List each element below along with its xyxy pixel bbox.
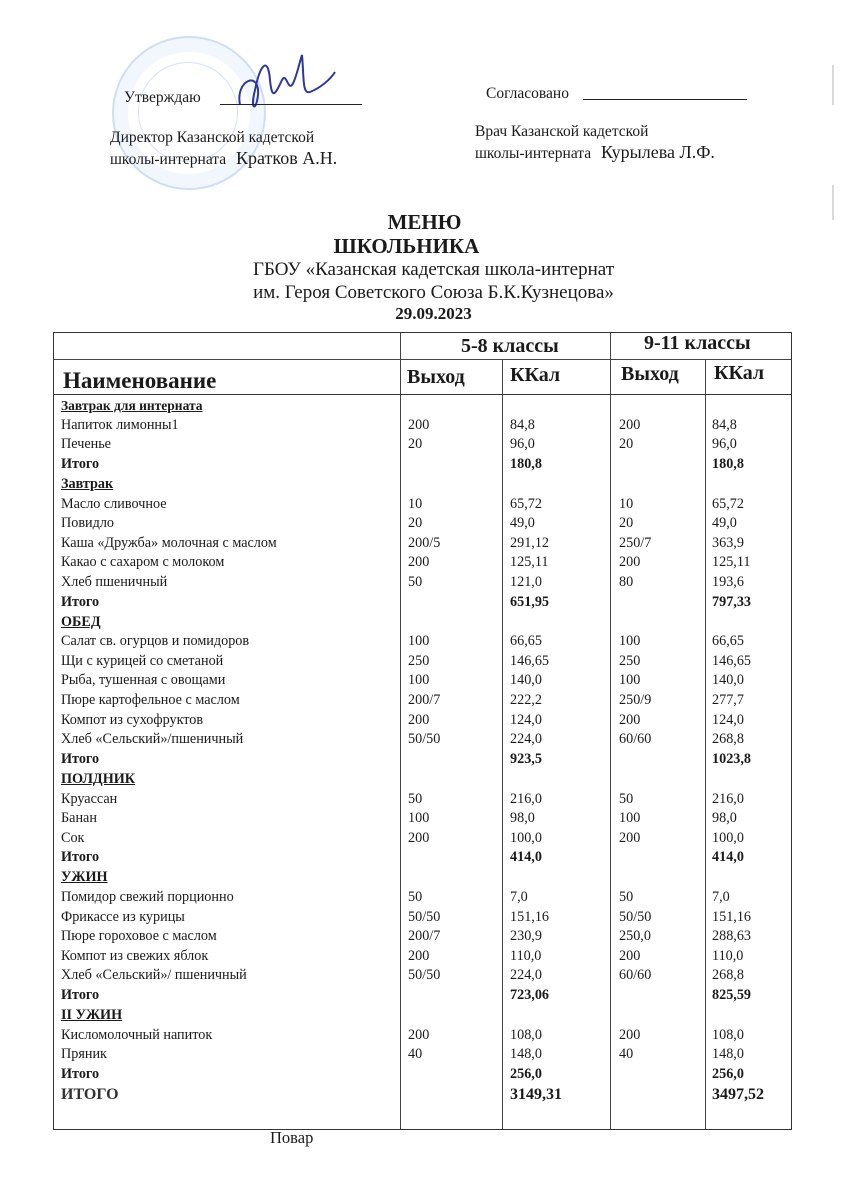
subtotal-row — [54, 455, 791, 475]
kcal-5-8: 651,95 — [510, 593, 550, 610]
dish-name: II УЖИН — [61, 1007, 123, 1024]
menu-item-row — [54, 691, 791, 711]
menu-section-row — [54, 868, 791, 888]
dish-name: Итого — [61, 1065, 100, 1082]
dish-name: ПОЛДНИК — [61, 770, 136, 787]
column-header-row — [54, 360, 791, 395]
kcal-5-8: 146,65 — [510, 652, 550, 669]
column-header-name: Наименование — [63, 368, 217, 393]
menu-section-row — [54, 770, 791, 790]
column-header-yield-2: Выход — [621, 363, 679, 385]
yield-9-11: 50 — [619, 889, 634, 905]
kcal-5-8: 723,06 — [510, 987, 550, 1003]
approve-signature-line — [220, 104, 362, 105]
menu-item-row — [54, 711, 791, 731]
kcal-5-8: 108,0 — [510, 1026, 542, 1043]
agreed-school-line — [475, 142, 715, 164]
kcal-9-11: 146,65 — [712, 652, 752, 669]
dish-name: Компот из сухофруктов — [61, 711, 204, 728]
kcal-5-8: 125,11 — [510, 554, 549, 571]
page-title — [0, 210, 849, 324]
dish-name: Компот из свежих яблок — [61, 947, 209, 964]
kcal-9-11: 124,0 — [712, 711, 744, 728]
menu-date: 29.09.2023 — [395, 304, 472, 323]
kcal-9-11: 66,65 — [712, 633, 744, 650]
menu-item-row — [54, 553, 791, 573]
yield-9-11: 50 — [619, 790, 634, 807]
scan-artifact — [832, 65, 834, 105]
kcal-9-11: 84,8 — [712, 416, 737, 433]
title-line-2: ШКОЛЬНИКА — [333, 234, 480, 258]
dish-name: Банан — [61, 810, 97, 827]
kcal-5-8: 222,2 — [510, 692, 542, 708]
kcal-5-8: 124,0 — [510, 711, 542, 728]
kcal-9-11: 268,8 — [712, 731, 744, 748]
menu-item-row — [54, 534, 791, 554]
kcal-9-11: 151,16 — [712, 908, 752, 925]
kcal-5-8: 180,8 — [510, 455, 542, 472]
yield-5-8: 20 — [408, 515, 423, 532]
subtotal-row — [54, 1065, 791, 1085]
kcal-5-8: 291,12 — [510, 534, 550, 551]
kcal-9-11: 825,59 — [712, 987, 752, 1003]
yield-5-8: 50/50 — [408, 731, 441, 748]
yield-5-8: 50 — [408, 790, 423, 807]
dish-name: Пюре картофельное с маслом — [61, 692, 240, 708]
kcal-9-11: 7,0 — [712, 889, 730, 905]
dish-name: Масло сливочное — [61, 495, 167, 512]
subtotal-row — [54, 986, 791, 1006]
menu-item-row — [54, 435, 791, 455]
dish-name: Завтрак для интерната — [61, 398, 203, 413]
agreed-label: Согласовано — [486, 85, 569, 102]
menu-item-row — [54, 730, 791, 750]
kcal-9-11: 125,11 — [712, 554, 751, 571]
doctor-name: Курылева Л.Ф. — [601, 142, 715, 162]
menu-section-row — [54, 613, 791, 633]
menu-table — [53, 332, 792, 1130]
menu-item-row — [54, 829, 791, 849]
dish-name: Напиток лимонны1 — [61, 416, 179, 433]
dish-name: Помидор свежий порционно — [61, 889, 234, 905]
menu-item-row — [54, 671, 791, 691]
kcal-9-11: 216,0 — [712, 790, 744, 807]
yield-5-8: 200 — [408, 947, 430, 964]
approve-director-line: Директор Казанской кадетской — [110, 129, 315, 146]
column-header-yield-1: Выход — [407, 366, 465, 388]
kcal-5-8: 65,72 — [510, 495, 542, 512]
kcal-5-8: 923,5 — [510, 750, 542, 767]
dish-name: Сок — [61, 829, 85, 846]
menu-item-row — [54, 790, 791, 810]
yield-9-11: 10 — [619, 495, 634, 512]
kcal-9-11: 180,8 — [712, 455, 744, 472]
dish-name: Кисломолочный напиток — [61, 1026, 213, 1043]
yield-9-11: 200 — [619, 829, 641, 846]
menu-item-row — [54, 809, 791, 829]
dish-name: Повидло — [61, 515, 115, 532]
yield-9-11: 250 — [619, 652, 641, 669]
kcal-5-8: 100,0 — [510, 829, 542, 846]
kcal-9-11: 98,0 — [712, 810, 737, 827]
yield-9-11: 100 — [619, 672, 641, 689]
yield-9-11: 50/50 — [619, 908, 652, 925]
kcal-5-8: 98,0 — [510, 810, 535, 827]
yield-5-8: 100 — [408, 633, 430, 650]
column-header-kcal-1: ККал — [510, 364, 561, 386]
yield-9-11: 250,0 — [619, 928, 651, 945]
kcal-5-8: 3149,31 — [510, 1085, 562, 1103]
menu-item-row — [54, 1045, 791, 1065]
kcal-9-11: 256,0 — [712, 1065, 744, 1082]
yield-5-8: 10 — [408, 495, 423, 512]
menu-section-row — [54, 1006, 791, 1026]
yield-5-8: 20 — [408, 436, 423, 453]
menu-item-row — [54, 947, 791, 967]
kcal-5-8: 224,0 — [510, 967, 542, 984]
yield-9-11: 100 — [619, 810, 641, 827]
kcal-5-8: 49,0 — [510, 515, 535, 532]
scan-artifact — [832, 185, 834, 220]
group-header-5-8: 5-8 классы — [461, 335, 559, 357]
kcal-5-8: 151,16 — [510, 908, 550, 925]
yield-9-11: 200 — [619, 554, 641, 571]
org-line-1: ГБОУ «Казанская кадетская школа-интернат — [252, 259, 615, 280]
dish-name: Рыба, тушенная с овощами — [61, 672, 226, 689]
yield-9-11: 250/7 — [619, 534, 652, 551]
group-header-row — [54, 333, 791, 360]
kcal-5-8: 256,0 — [510, 1065, 542, 1082]
kcal-9-11: 108,0 — [712, 1026, 744, 1043]
menu-item-row — [54, 908, 791, 928]
kcal-5-8: 66,65 — [510, 633, 542, 650]
menu-item-row — [54, 1026, 791, 1046]
yield-9-11: 200 — [619, 711, 641, 728]
kcal-5-8: 96,0 — [510, 436, 535, 453]
yield-9-11: 250/9 — [619, 692, 652, 708]
kcal-9-11: 148,0 — [712, 1046, 744, 1063]
dish-name: Итого — [61, 849, 100, 866]
yield-5-8: 40 — [408, 1046, 423, 1063]
yield-9-11: 200 — [619, 947, 641, 964]
yield-5-8: 50 — [408, 573, 423, 590]
dish-name: Каша «Дружба» молочная с маслом — [61, 534, 277, 551]
kcal-9-11: 797,33 — [712, 593, 752, 610]
cook-signature-label: Повар — [270, 1128, 314, 1147]
menu-item-row — [54, 514, 791, 534]
yield-5-8: 250 — [408, 652, 430, 669]
kcal-5-8: 121,0 — [510, 573, 542, 590]
menu-item-row — [54, 632, 791, 652]
menu-section-row — [54, 396, 791, 416]
dish-name: ОБЕД — [61, 613, 101, 630]
column-header-kcal-2: ККал — [714, 362, 765, 384]
signature — [230, 50, 340, 120]
kcal-9-11: 110,0 — [712, 947, 744, 964]
approve-school-prefix: школы-интерната — [110, 151, 227, 168]
menu-item-row — [54, 652, 791, 672]
menu-table-body — [54, 395, 791, 1129]
menu-item-row — [54, 573, 791, 593]
kcal-9-11: 193,6 — [712, 573, 744, 590]
yield-5-8: 200 — [408, 829, 430, 846]
approve-label: Утверждаю — [124, 89, 201, 106]
yield-9-11: 60/60 — [619, 967, 652, 984]
dish-name: Фрикассе из курицы — [61, 908, 185, 925]
agreed-doctor-line: Врач Казанской кадетской — [475, 123, 649, 140]
kcal-9-11: 49,0 — [712, 515, 737, 532]
yield-5-8: 50/50 — [408, 908, 441, 925]
dish-name: Итого — [61, 987, 100, 1003]
subtotal-row — [54, 848, 791, 868]
kcal-5-8: 216,0 — [510, 790, 542, 807]
menu-item-row — [54, 927, 791, 947]
dish-name: Салат св. огурцов и помидоров — [61, 633, 250, 650]
yield-9-11: 20 — [619, 515, 634, 532]
yield-9-11: 60/60 — [619, 731, 652, 748]
yield-5-8: 200/7 — [408, 692, 441, 708]
kcal-5-8: 224,0 — [510, 731, 542, 748]
dish-name: ИТОГО — [61, 1085, 119, 1103]
org-line-2: им. Героя Советского Союза Б.К.Кузнецова» — [253, 282, 614, 303]
yield-5-8: 200 — [408, 416, 430, 433]
yield-9-11: 100 — [619, 633, 641, 650]
dish-name: Круассан — [61, 790, 118, 807]
title-line-1: МЕНЮ — [387, 210, 462, 234]
yield-5-8: 100 — [408, 810, 430, 827]
yield-5-8: 100 — [408, 672, 430, 689]
subtotal-row — [54, 593, 791, 613]
yield-5-8: 50 — [408, 889, 423, 905]
grand-total-row — [54, 1085, 791, 1105]
kcal-9-11: 3497,52 — [712, 1085, 764, 1103]
dish-name: УЖИН — [61, 869, 108, 886]
dish-name: Завтрак — [61, 475, 114, 492]
dish-name: Итого — [61, 455, 100, 472]
approve-school-line — [110, 148, 337, 170]
kcal-5-8: 148,0 — [510, 1046, 542, 1063]
group-header-9-11: 9-11 классы — [644, 332, 751, 354]
subtotal-row — [54, 750, 791, 770]
menu-section-row — [54, 475, 791, 495]
dish-name: Печенье — [61, 436, 111, 453]
kcal-5-8: 7,0 — [510, 889, 528, 905]
kcal-9-11: 1023,8 — [712, 750, 752, 767]
yield-5-8: 200/7 — [408, 928, 441, 945]
agreed-signature-line — [583, 99, 747, 100]
dish-name: Хлеб «Сельский»/ пшеничный — [61, 967, 247, 984]
agreed-school-prefix: школы-интерната — [475, 145, 592, 162]
menu-item-row — [54, 966, 791, 986]
yield-5-8: 200 — [408, 554, 430, 571]
dish-name: Итого — [61, 750, 100, 767]
menu-item-row — [54, 416, 791, 436]
yield-5-8: 200/5 — [408, 534, 441, 551]
yield-5-8: 200 — [408, 711, 430, 728]
dish-name: Щи с курицей со сметаной — [61, 652, 224, 669]
kcal-9-11: 288,63 — [712, 928, 752, 945]
yield-9-11: 20 — [619, 436, 634, 453]
kcal-9-11: 140,0 — [712, 672, 744, 689]
kcal-5-8: 140,0 — [510, 672, 542, 689]
yield-9-11: 80 — [619, 573, 634, 590]
kcal-9-11: 65,72 — [712, 495, 744, 512]
kcal-9-11: 277,7 — [712, 692, 744, 708]
kcal-5-8: 84,8 — [510, 416, 535, 433]
yield-5-8: 200 — [408, 1026, 430, 1043]
kcal-5-8: 110,0 — [510, 947, 542, 964]
kcal-9-11: 363,9 — [712, 534, 744, 551]
yield-9-11: 200 — [619, 1026, 641, 1043]
dish-name: Пюре гороховое с маслом — [61, 928, 217, 945]
dish-name: Итого — [61, 593, 100, 610]
dish-name: Пряник — [61, 1046, 107, 1063]
kcal-5-8: 230,9 — [510, 928, 542, 945]
dish-name: Хлеб «Сельский»/пшеничный — [61, 731, 244, 748]
yield-5-8: 50/50 — [408, 967, 441, 984]
dish-name: Какао с сахаром с молоком — [61, 554, 225, 571]
kcal-9-11: 96,0 — [712, 436, 737, 453]
kcal-5-8: 414,0 — [510, 849, 542, 866]
kcal-9-11: 100,0 — [712, 829, 744, 846]
kcal-9-11: 414,0 — [712, 849, 744, 866]
dish-name: Хлеб пшеничный — [61, 573, 168, 590]
kcal-9-11: 268,8 — [712, 967, 744, 984]
menu-item-row — [54, 495, 791, 515]
menu-item-row — [54, 888, 791, 908]
yield-9-11: 40 — [619, 1046, 634, 1063]
yield-9-11: 200 — [619, 416, 641, 433]
director-name: Кратков А.Н. — [236, 148, 338, 168]
